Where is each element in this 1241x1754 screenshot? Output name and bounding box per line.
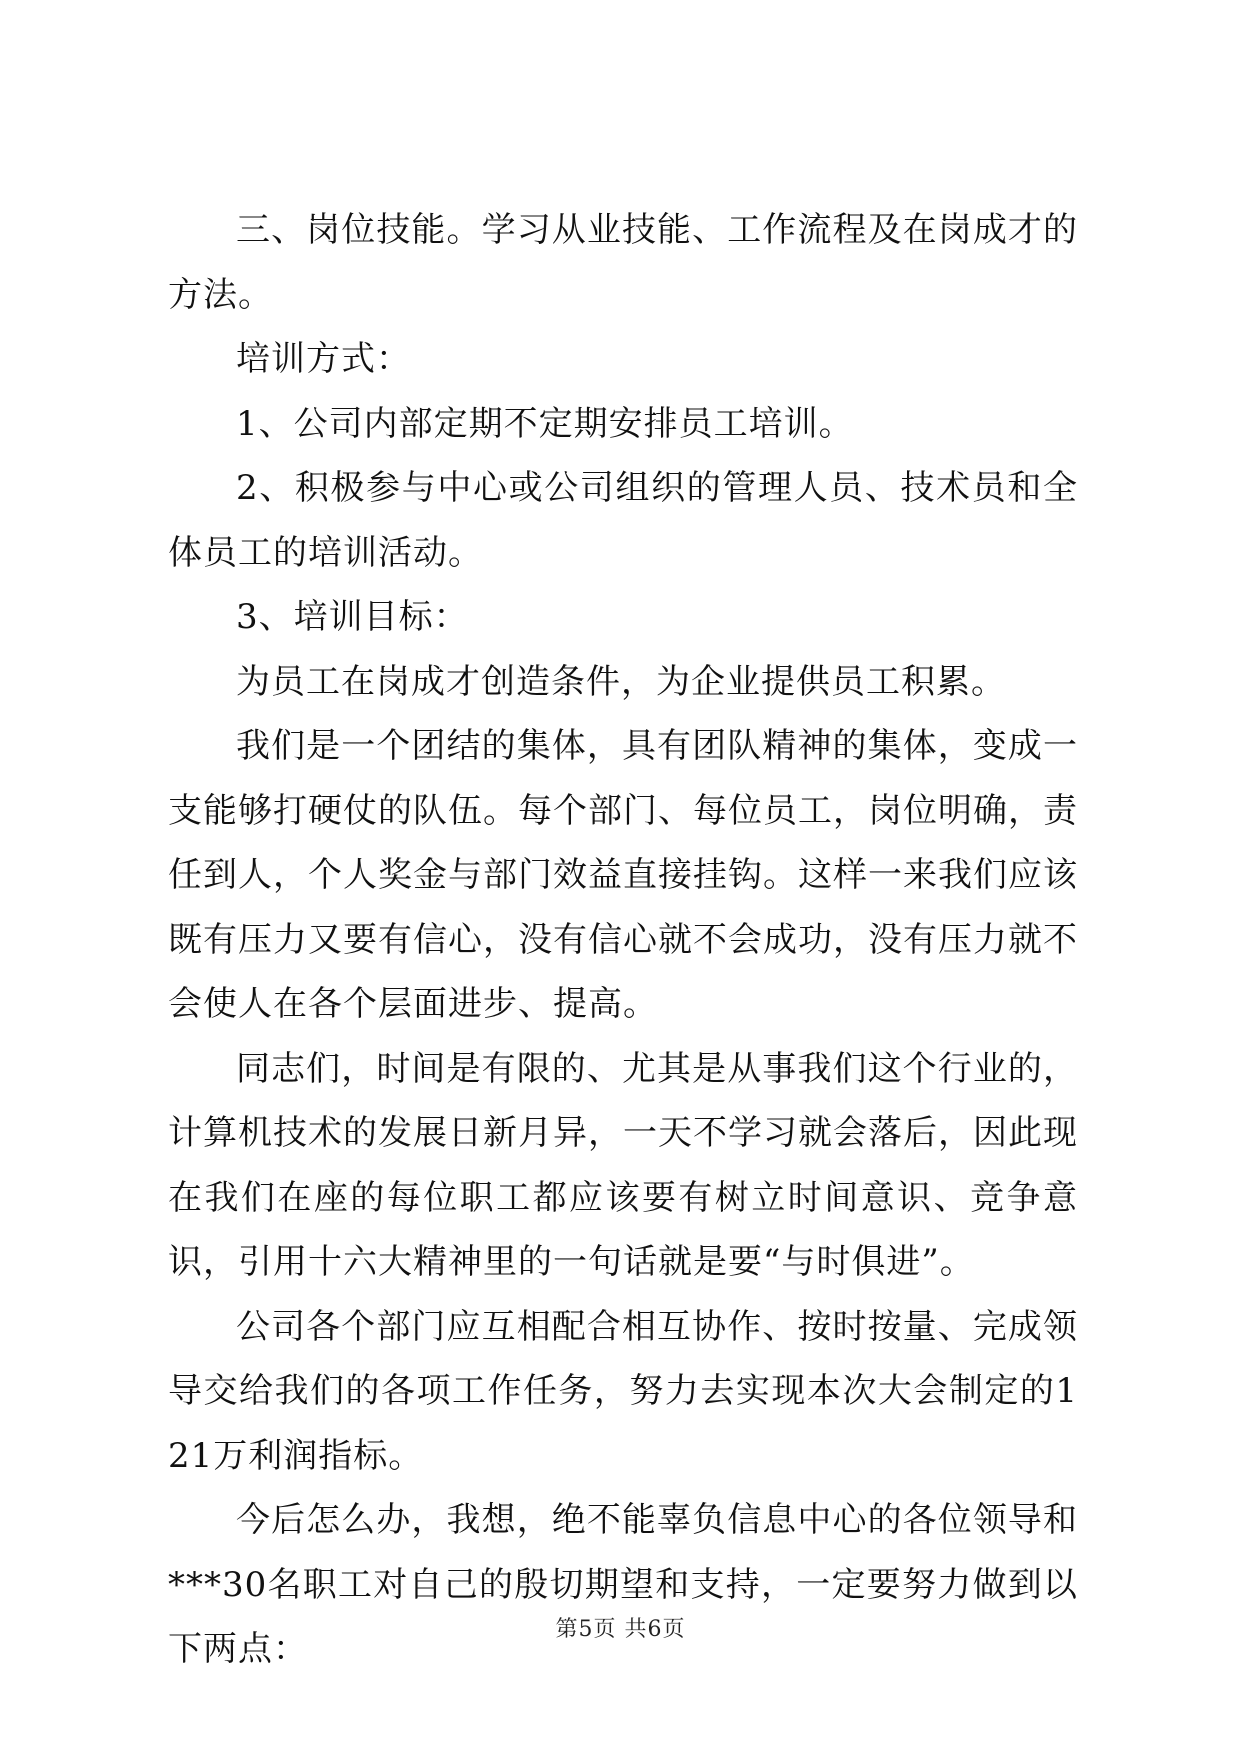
- paragraph-department-cooperation: 公司各个部门应互相配合相互协作、按时按量、完成领导交给我们的各项工作任务，努力去实现本次大会制定的121万利润指标。: [168, 1306, 1078, 1476]
- paragraph-training-item-1: 1、公司内部定期不定期安排员工培训。: [236, 403, 854, 444]
- paragraph-future-plan: 今后怎么办，我想，绝不能辜负信息中心的各位领导和***30名职工对自己的殷切期望和支持，一定要努力做到以下两点：: [168, 1500, 1078, 1669]
- page-number-footer: 第5页 共6页: [555, 1617, 686, 1642]
- document-body: [168, 198, 1078, 1682]
- paragraph-team-spirit: 我们是一个团结的集体，具有团队精神的集体，变成一支能够打硬仗的队伍。每个部门、每位员工，岗位明确，责任到人，个人奖金与部门效益直接挂钩。这样一来我们应该既有压力又要有信心，没有信心就不会成功，没有压力就不会使人在各个层面进步、提高。: [168, 726, 1078, 1024]
- paragraph-training-goal-heading: 3、培训目标：: [236, 597, 469, 637]
- paragraph-training-methods-heading: 培训方式：: [236, 339, 411, 379]
- paragraph-job-skills: 三、岗位技能。学习从业技能、工作流程及在岗成才的方法。: [168, 210, 1078, 315]
- paragraph-training-goal: 为员工在岗成才创造条件，为企业提供员工积累。: [236, 661, 1006, 702]
- paragraph-time-awareness: 同志们，时间是有限的、尤其是从事我们这个行业的，计算机技术的发展日新月异，一天不学习就会落后，因此现在我们在座的每位职工都应该要有树立时间意识、竞争意识，引用十六大精神里的一句话就是要“与时俱进”。: [168, 1048, 1078, 1282]
- paragraph-training-item-2: 2、积极参与中心或公司组织的管理人员、技术员和全体员工的培训活动。: [168, 468, 1078, 573]
